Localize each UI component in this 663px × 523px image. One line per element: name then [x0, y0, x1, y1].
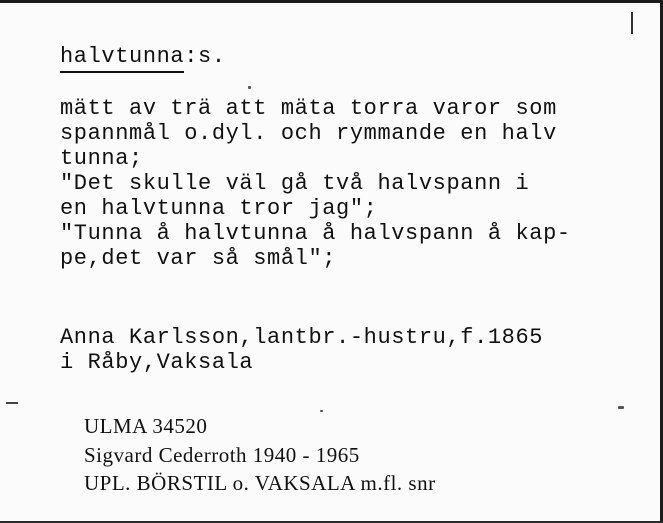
- scan-edge-top: [0, 0, 663, 3]
- headword-line: [60, 44, 226, 70]
- informant-line: Anna Karlsson,lantbr.-hustru,f.1865: [60, 325, 544, 350]
- scan-speck: [320, 410, 323, 412]
- informant-line: i Råby,Vaksala: [60, 350, 254, 375]
- archive-stamp-collector: Sigvard Cederroth 1940 - 1965: [84, 443, 360, 467]
- quote-line: "Tunna å halvtunna å halvspann å kap-: [60, 221, 571, 246]
- definition-line: tunna;: [60, 146, 143, 171]
- quote-line: "Det skulle väl gå två halvspann i: [60, 171, 530, 196]
- scan-speck: [618, 406, 624, 409]
- definition-line: mätt av trä att mäta torra varor som: [60, 96, 557, 121]
- scan-mark-right: [631, 12, 633, 34]
- archive-stamp-place: UPL. BÖRSTIL o. VAKSALA m.fl. snr: [84, 471, 436, 495]
- scan-mark-left: [6, 402, 18, 404]
- archive-stamp-id: ULMA 34520: [84, 414, 208, 438]
- definition-line: spannmål o.dyl. och rymmande en halv: [60, 121, 557, 146]
- headword: halvtunna: [60, 44, 184, 73]
- headword-pos: :s.: [184, 44, 226, 69]
- scan-speck: [248, 86, 251, 89]
- quote-line: en halvtunna tror jag";: [60, 196, 378, 221]
- quote-line: pe,det var så smål";: [60, 246, 337, 271]
